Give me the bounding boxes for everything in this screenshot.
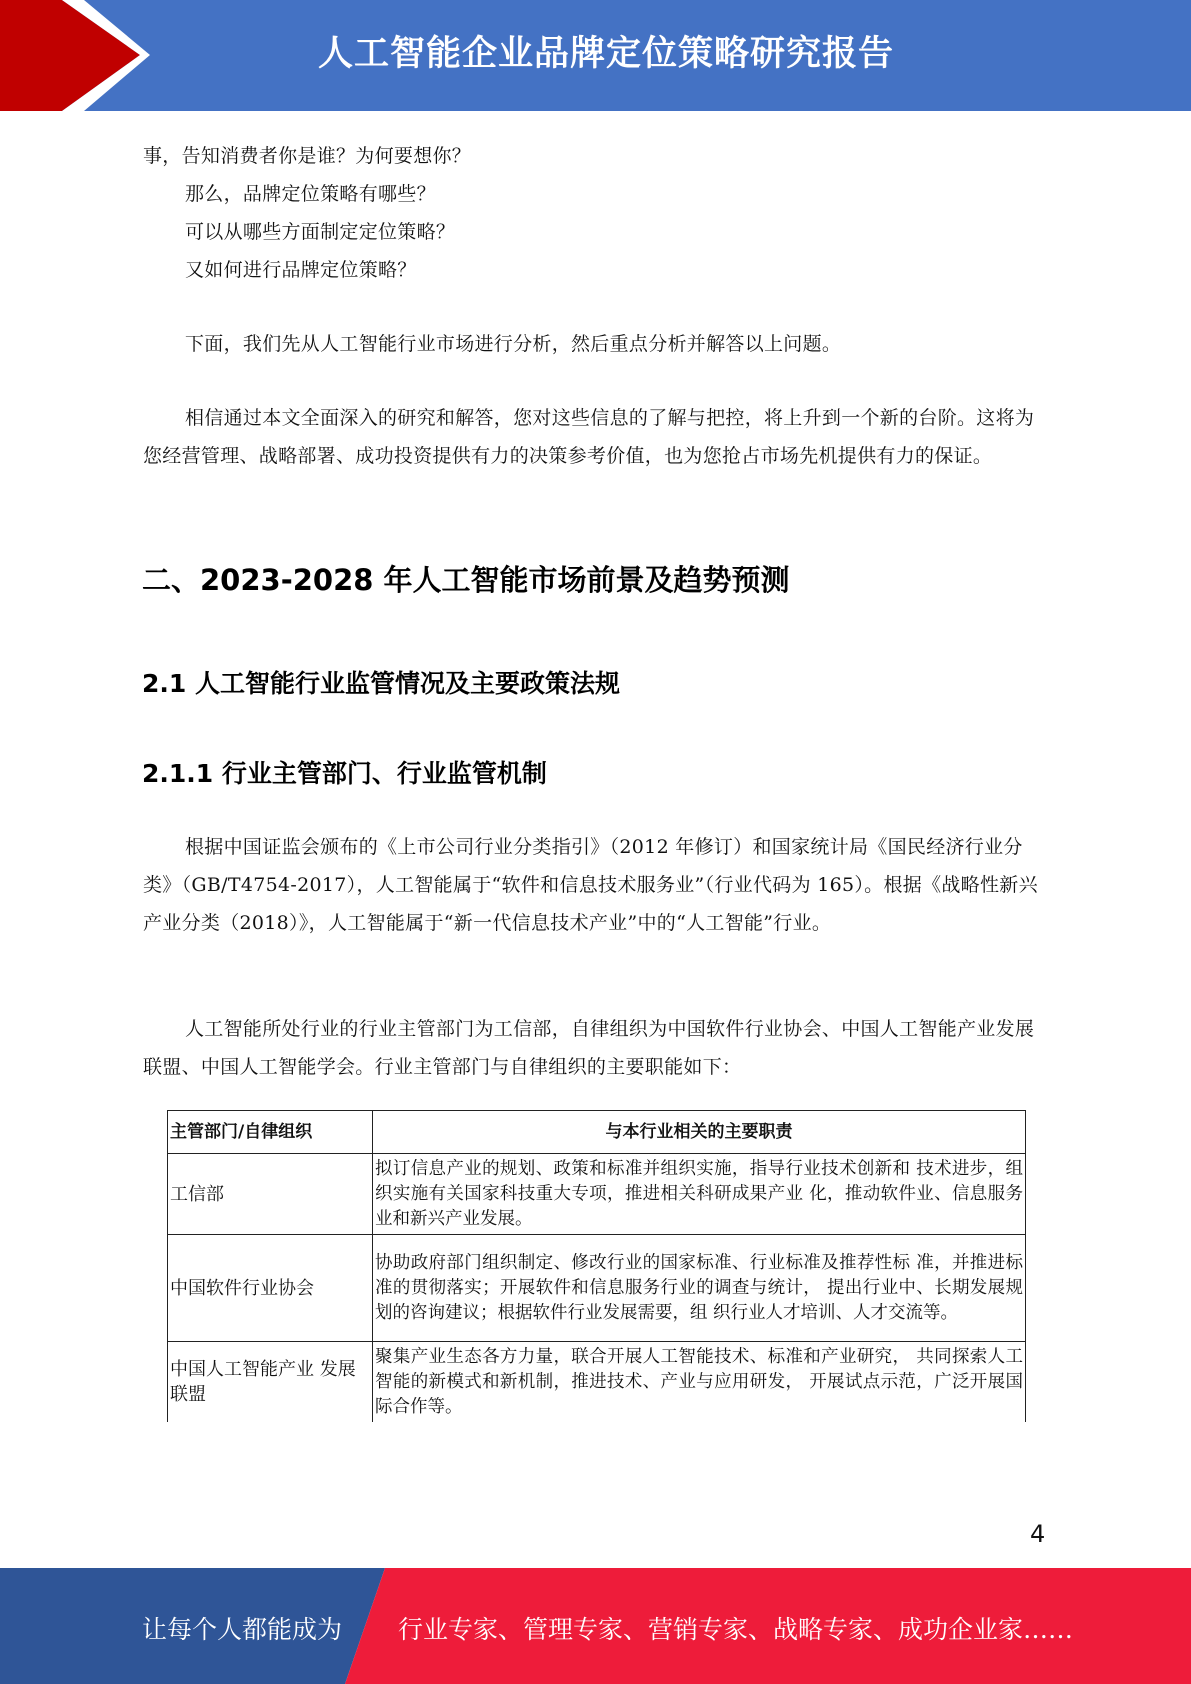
page-number: 4 xyxy=(1030,1520,1046,1548)
page-header xyxy=(0,0,1191,111)
table-cell-org: 工信部 xyxy=(168,1154,373,1235)
header-red-arrow xyxy=(0,0,140,111)
table-cell-duty: 拟订信息产业的规划、政策和标准并组织实施，指导行业技术创新和 技术进步，组织实施有关国家科技重大专项，推进相关科研成果产业 化，推动软件业、信息服务业和新兴产业发展。 xyxy=(373,1154,1026,1235)
footer-slogan-left: 让每个人都能成为 xyxy=(142,1615,343,1644)
table-header-row xyxy=(168,1111,1026,1154)
paragraph-2: 那么，品牌定位策略有哪些？ xyxy=(185,183,436,205)
table-header-duty: 与本行业相关的主要职责 xyxy=(373,1111,1026,1154)
footer-slogan-right: 行业专家、管理专家、营销专家、战略专家、成功企业家…… xyxy=(398,1615,1074,1644)
table-cell-duty: 聚集产业生态各方力量，联合开展人工智能技术、标准和产业研究， 共同探索人工智能的新模式和新机制，推进技术、产业与应用研发， 开展试点示范，广泛开展国际合作等。 xyxy=(373,1342,1026,1423)
paragraph-8: 人工智能所处行业的行业主管部门为工信部，自律组织为中国软件行业协会、中国人工智能产业发展联盟、中国人工智能学会。行业主管部门与自律组织的主要职能如下： xyxy=(143,1018,1035,1078)
responsibility-table xyxy=(167,1110,1026,1422)
paragraph-5: 下面，我们先从人工智能行业市场进行分析，然后重点分析并解答以上问题。 xyxy=(185,333,842,355)
table-cell-org: 中国软件行业协会 xyxy=(168,1235,373,1342)
paragraph-6: 相信通过本文全面深入的研究和解答，您对这些信息的了解与把控，将上升到一个新的台阶。这将为您经营管理、战略部署、成功投资提供有力的决策参考价值，也为您抢占市场先机提供有力的保证。 xyxy=(143,407,1035,467)
header-title: 人工智能企业品牌定位策略研究报告 xyxy=(318,34,895,74)
table-row xyxy=(168,1154,1026,1235)
page-footer xyxy=(0,1568,1191,1684)
table-cell-duty: 协助政府部门组织制定、修改行业的国家标准、行业标准及推荐性标 准，并推进标准的贯彻落实；开展软件和信息服务行业的调查与统计， 提出行业中、长期发展规划的咨询建议；根据软件行业发展需要，组 织行业人才培训、人才交流等。 xyxy=(373,1235,1026,1342)
paragraph-3: 可以从哪些方面制定定位策略？ xyxy=(185,221,456,243)
paragraph-4: 又如何进行品牌定位策略？ xyxy=(185,259,417,281)
subsection-heading-2-1-1: 2.1.1 行业主管部门、行业监管机制 xyxy=(142,759,547,788)
table-cell-org: 中国人工智能产业 发展联盟 xyxy=(168,1342,373,1423)
table-row xyxy=(168,1235,1026,1342)
table-row xyxy=(168,1342,1026,1423)
paragraph-1: 事，告知消费者你是谁？为何要想你？ xyxy=(143,145,472,167)
table-header-org: 主管部门/自律组织 xyxy=(168,1111,373,1154)
subsection-heading-2-1: 2.1 人工智能行业监管情况及主要政策法规 xyxy=(142,669,620,698)
section-heading-2: 二、2023-2028 年人工智能市场前景及趋势预测 xyxy=(142,563,790,597)
paragraph-7: 根据中国证监会颁布的《上市公司行业分类指引》（2012 年修订）和国家统计局《国民经济行业分类》（GB/T4754-2017），人工智能属于“软件和信息技术服务业”（行业代码为 165）。根据《战略性新兴产业分类（2018）》，人工智能属于“新一代信息技术产业”中的“人工智能”行业。 xyxy=(143,836,1038,934)
